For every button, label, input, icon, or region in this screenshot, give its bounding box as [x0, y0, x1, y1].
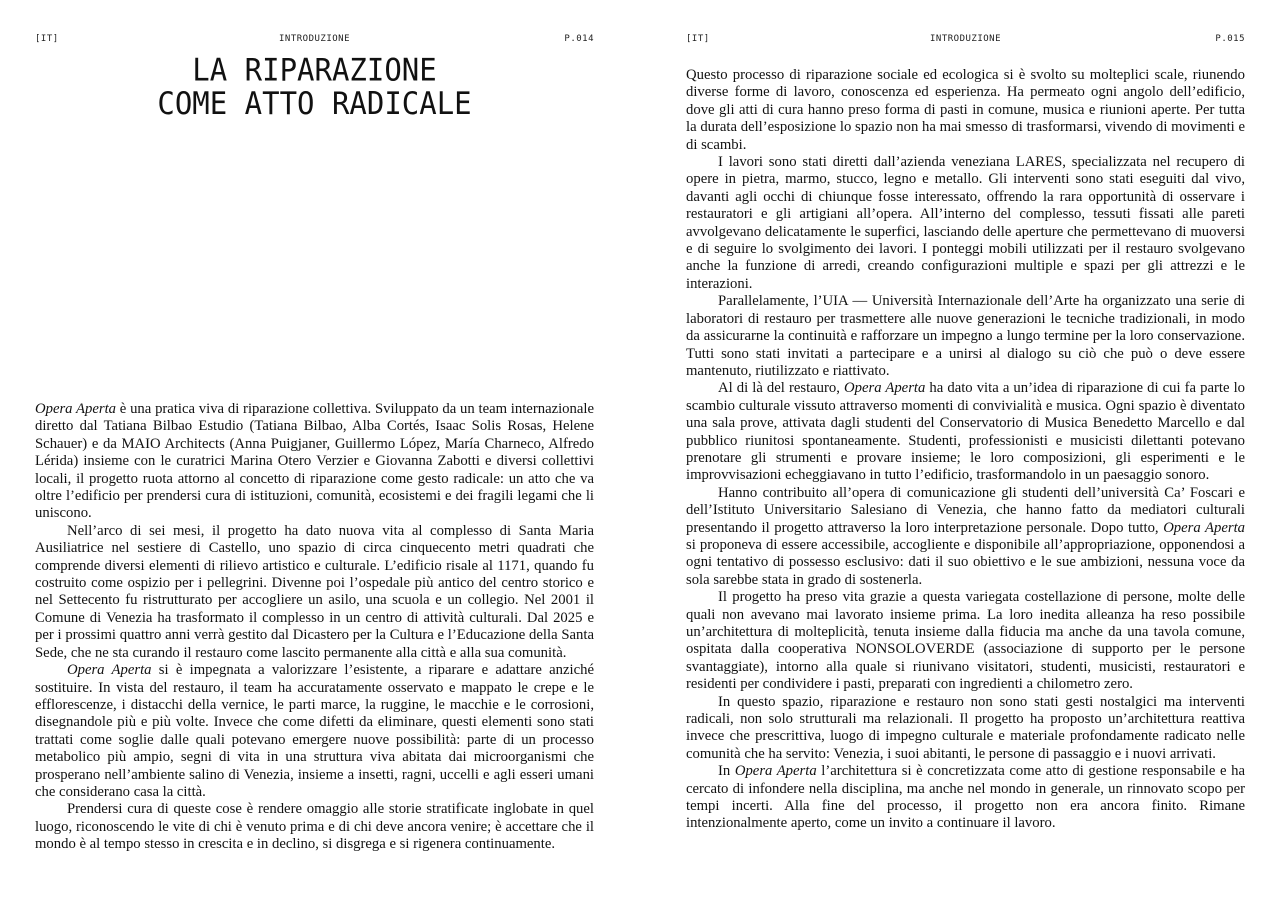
- page-number: P.014: [564, 34, 594, 44]
- paragraph: [35, 662, 594, 801]
- paragraph-text: Questo processo di riparazione sociale ed ecologica si è svolto su molteplici scale, riunendo diverse forme di lavoro, conoscenza ed esperienza. Ha permeato ogni angolo dell’edificio, dove gli atti di cura hanno preso forma di pasti in comune, musica e riunioni aperte. Per tutta la durata dell’esposizione lo spazio non ha mai smesso di trasformarsi, vivendo di movimenti e di scambi.: [686, 67, 1245, 153]
- chapter-title-line-2: COME ATTO RADICALE: [157, 84, 472, 122]
- project-name: Opera Aperta: [1163, 519, 1245, 536]
- running-head-right: [686, 34, 1245, 48]
- paragraph: [35, 801, 594, 853]
- paragraph: [686, 694, 1245, 764]
- paragraph-text: Hanno contribuito all’opera di comunicazione gli studenti dell’università Ca’ Foscari e dell’Istituto Universitario Salesiano di Venezia, che hanno fatto da mediatori culturali presentando il progetto attraverso la loro interpretazione personale. Dopo tutto,: [686, 484, 1245, 536]
- body-text-left: [35, 401, 594, 854]
- paragraph-text: Prendersi cura di queste cose è rendere omaggio alle storie stratificate inglobate in quel luogo, riconoscendo le vite di chi è venuto prima e di chi deve ancora venire; è accettare che il mondo è al tempo stesso in crescita e in declino, si disgrega e si rigenera continuamente.: [35, 801, 594, 853]
- paragraph: [686, 589, 1245, 693]
- paragraph-text: si proponeva di essere accessibile, accogliente e disponibile all’appropriazione, opponendosi a ogni tentativo di possesso esclusivo: dati il suo obiettivo e le sue ambizioni, nessuna voce da sola sarebbe stata in grado di sostenerla.: [686, 536, 1245, 588]
- left-page: [35, 0, 594, 924]
- paragraph: [686, 154, 1245, 293]
- paragraph-text: In: [718, 763, 735, 780]
- page-number: P.015: [1215, 34, 1245, 44]
- paragraph-text: Al di là del restauro,: [718, 380, 845, 397]
- right-page: [686, 0, 1245, 924]
- paragraph: [686, 380, 1245, 484]
- paragraph: [686, 485, 1245, 589]
- section-name: INTRODUZIONE: [929, 34, 1002, 44]
- language-code: [IT]: [686, 34, 710, 44]
- section-name: INTRODUZIONE: [278, 34, 351, 44]
- paragraph-text: si è impegnata a valorizzare l’esistente, a riparare e adattare anziché sostituire. In vista del restauro, il team ha accuratamente osservato e mappato le crepe e le efflorescenze, i distacchi della vernice, le parti marce, la ruggine, le macchie e le corrosioni, disegnandole più e più volte. Invece che come difetti da eliminare, questi elementi sono stati trattati come soglie dalle quali potevano emergere nuove possibilità: parte di un processo metabolico più ampio, segni di vita in una struttura viva abitata dai microorganismi che prosperano nell’ambiente salino di Venezia, insieme a insetti, ragni, uccelli e agli esseri umani che considerano casa la città.: [35, 662, 594, 800]
- project-name: Opera Aperta: [67, 662, 152, 679]
- chapter-title: [35, 51, 594, 122]
- paragraph-text: ha dato vita a un’idea di riparazione di cui fa parte lo scambio culturale vissuto attraverso momenti di convivialità e musica. Ogni spazio è diventato una sala prove, attivata dagli studenti del Conservatorio di Musica Benedetto Marcello e dal pubblico riunitosi spontaneamente. Studenti, professionisti e musicisti dilettanti potevano prenotare gli strumenti e provare insieme; le loro composizioni, gli esperimenti e le improvvisazioni echeggiavano in tutto l’edificio, trasformandolo in un paesaggio sonoro.: [686, 380, 1246, 484]
- project-name: Opera Aperta: [734, 763, 817, 780]
- paragraph: [686, 763, 1245, 833]
- paragraph-text: l’architettura si è concretizzata come atto di gestione responsabile e ha cercato di infondere nella disciplina, ma anche nel mondo in generale, un rinnovato scopo per tempi incerti. Alla fine del processo, il progetto non era ancora finito. Rimane intenzionalmente aperto, come un invito a continuare il lavoro.: [686, 763, 1245, 832]
- paragraph: [686, 293, 1245, 380]
- running-head-left: [35, 34, 594, 48]
- paragraph-text: Nell’arco di sei mesi, il progetto ha dato nuova vita al complesso di Santa Maria Ausiliatrice nel sestiere di Castello, uno spazio di circa cinquecento metri quadrati che comprende diversi elementi di rilievo artistico e culturale. L’edificio risale al 1171, quando fu costruito come ospizio per i pellegrini. Divenne poi l’ospedale più antico del centro storico e nel Settecento fu ristrutturato per accogliere un asilo, una scuola e un collegio. Nel 2001 il Comune di Venezia ha trasformato il complesso in un centro di attività culturali. Dal 2025 e per i prossimi quattro anni verrà gestito dal Dicastero per la Cultura e l’Educazione della Santa Sede, che ne sta curando il restauro come lascito permanente alla città e alla sua comunità.: [35, 522, 594, 661]
- project-name: Opera Aperta: [844, 380, 926, 397]
- body-text-right: [686, 67, 1245, 833]
- paragraph-text: Parallelamente, l’UIA — Università Internazionale dell’Arte ha organizzato una serie di laboratori di restauro per trasmettere alle nuove generazioni le tecniche tradizionali, in modo da assicurarne la continuità e rafforzare un impegno a lungo termine per la loro conservazione. Tutti sono stati invitati a partecipare e a unirsi al dialogo su ciò che può o deve essere mantenuto, riutilizzato e riattivato.: [686, 293, 1245, 379]
- paragraph: [35, 401, 594, 523]
- language-code: [IT]: [35, 34, 59, 44]
- paragraph-text: In questo spazio, riparazione e restauro non sono stati gesti nostalgici ma interventi radicali, non solo strutturali ma relazionali. Il progetto ha proposto un’architettura reattiva invece che prescrittiva, luogo di impegno culturale e materiale profondamente radicato nelle comunità che ha servito: Venezia, i suoi abitanti, le persone di passaggio e i nuovi arrivati.: [686, 693, 1245, 762]
- chapter-title-line-1: LA RIPARAZIONE: [192, 51, 437, 89]
- paragraph: [35, 523, 594, 662]
- paragraph: [686, 67, 1245, 154]
- project-name: Opera Aperta: [35, 401, 117, 417]
- paragraph-text: Il progetto ha preso vita grazie a questa variegata costellazione di persone, molte delle quali non avevano mai lavorato insieme prima. La loro inedita alleanza ha reso possibile un’architettura di molteplicità, tenuta insieme dalla fiducia ma anche da una tavola comune, ospitata dalla cooperativa NONSOLOVERDE (associazione di supporto per le persone svantaggiate), intorno alla quale si riunivano visitatori, studenti, musicisti, restauratori e residenti per condividere i pasti, preparati con ingredienti a chilometro zero.: [686, 589, 1245, 693]
- paragraph-text: I lavori sono stati diretti dall’azienda veneziana LARES, specializzata nel recupero di opere in pietra, marmo, stucco, legno e metallo. Gli interventi sono stati eseguiti dal vivo, davanti agli occhi di chiunque fosse interessato, offrendo la rara opportunità di osservare i restauratori e gli artigiani all’opera. All’interno del complesso, tessuti fissati alle pareti avvolgevano delicatamente le superfici, lasciando delle aperture che permettevano di muoversi e di seguire lo svolgimento dei lavori. I ponteggi mobili utilizzati per il restauro svolgevano anche la funzione di arredi, creando configurazioni multiple e spazi per gli attrezzi e le interazioni.: [686, 154, 1245, 292]
- paragraph-text: è una pratica viva di riparazione collettiva. Sviluppato da un team internazionale diretto dal Tatiana Bilbao Estudio (Tatiana Bilbao, Alba Cortés, Isaac Solis Rosas, Helene Schauer) e da MAIO Architects (Anna Puigjaner, Guillermo López, María Charneco, Alfredo Lérida) insieme con le curatrici Marina Otero Verzier e Giovanna Zabotti e diversi collettivi locali, il progetto ruota attorno al concetto di riparazione come gesto radicale: un atto che va oltre l’edificio per prendersi cura di istituzioni, comunità, ecosistemi e dei fragili legami che li uniscono.: [35, 401, 594, 522]
